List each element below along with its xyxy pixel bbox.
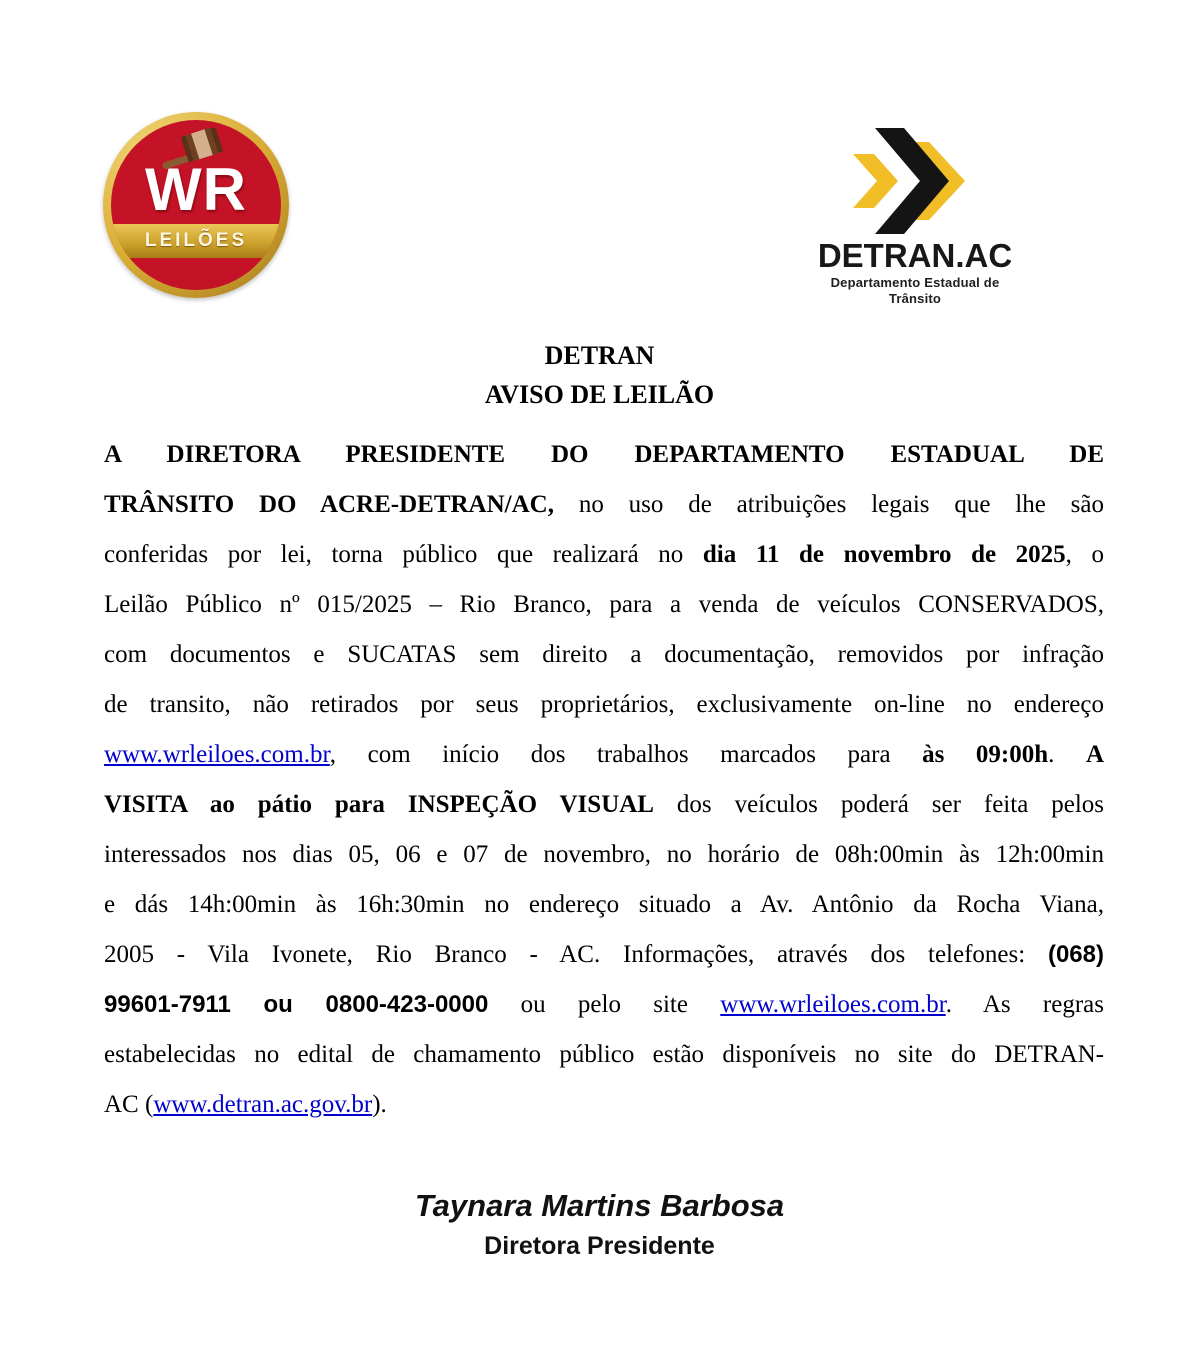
text-segment: A <box>1085 741 1104 768</box>
paragraph-line <box>104 480 1104 530</box>
text-segment: de transito, não retirados por seus proprietários, exclusivamente on-line no endereço <box>104 691 1104 718</box>
paragraph-line <box>104 530 1104 580</box>
text-segment: TRÂNSITO DO ACRE-DETRAN/AC, <box>104 491 554 518</box>
paragraph-line <box>104 880 1104 930</box>
hyperlink[interactable]: www.wrleiloes.com.br <box>720 991 946 1018</box>
text-segment: ou pelo site <box>488 991 721 1018</box>
paragraph-line <box>104 930 1104 980</box>
wr-logo-band-label: LEILÕES <box>144 230 248 251</box>
text-segment: VISITA ao pátio para INSPEÇÃO VISUAL <box>104 791 654 818</box>
text-segment: dia 11 de novembro de 2025 <box>702 541 1066 568</box>
text-segment: 2005 - Vila Ivonete, Rio Branco - AC. Informações, através dos telefones: <box>104 941 1048 968</box>
detran-logo-subtitle: Departamento Estadual de Trânsito <box>830 275 1000 306</box>
paragraph-line <box>104 680 1104 730</box>
text-segment: Leilão Público nº 015/2025 – Rio Branco, para a venda de veículos CONSERVADOS, <box>104 591 1104 618</box>
paragraph-line <box>104 830 1104 880</box>
text-segment: AC ( <box>104 1091 154 1118</box>
detran-ac-logo <box>804 126 1026 307</box>
text-segment: . <box>1048 741 1086 768</box>
text-segment: . As regras <box>945 991 1104 1018</box>
paragraph-line <box>104 430 1104 480</box>
detran-chevrons-icon <box>847 126 983 236</box>
wr-logo-letters: WR <box>145 156 247 223</box>
document-title-line1: DETRAN <box>544 341 655 370</box>
text-segment: , com início dos trabalhos marcados para <box>329 741 923 768</box>
hyperlink[interactable]: www.detran.ac.gov.br <box>153 1091 373 1118</box>
wr-logo-gold-band <box>111 224 281 258</box>
text-segment: ). <box>372 1091 387 1118</box>
text-segment: , o <box>1065 541 1105 568</box>
signature-role: Diretora Presidente <box>484 1232 715 1260</box>
paragraph-line <box>104 780 1104 830</box>
text-segment: no uso de atribuições legais que lhe são <box>553 491 1104 518</box>
paragraph-line <box>104 1030 1104 1080</box>
paragraph-line <box>104 580 1104 630</box>
text-segment: conferidas por lei, torna público que realizará no <box>104 541 703 568</box>
document-title <box>0 336 1199 414</box>
wr-logo-inner-circle <box>111 120 281 290</box>
notice-body <box>104 430 1104 1130</box>
text-segment: às 09:00h <box>922 741 1049 768</box>
paragraph-line <box>104 1080 1104 1130</box>
paragraph-line <box>104 980 1104 1030</box>
text-segment: e dás 14h:00min às 16h:30min no endereço situado a Av. Antônio da Rocha Viana, <box>104 891 1104 918</box>
text-segment: (068) <box>1047 941 1104 968</box>
document-title-line2: AVISO DE LEILÃO <box>484 380 715 409</box>
wr-leiloes-logo <box>103 112 289 298</box>
text-segment: interessados nos dias 05, 06 e 07 de novembro, no horário de 08h:00min às 12h:00min <box>104 841 1104 868</box>
paragraph-line <box>104 630 1104 680</box>
text-segment: com documentos e SUCATAS sem direito a documentação, removidos por infração <box>104 641 1104 668</box>
signature-name: Taynara Martins Barbosa <box>414 1188 785 1223</box>
text-segment: 99601-7911 ou 0800-423-0000 <box>104 991 489 1018</box>
paragraph-line <box>104 730 1104 780</box>
text-segment: estabelecidas no edital de chamamento público estão disponíveis no site do DETRAN- <box>104 1041 1104 1068</box>
text-segment: A DIRETORA PRESIDENTE DO DEPARTAMENTO ESTADUAL DE <box>104 441 1104 468</box>
hyperlink[interactable]: www.wrleiloes.com.br <box>104 741 330 768</box>
text-segment: dos veículos poderá ser feita pelos <box>653 791 1104 818</box>
detran-logo-title: DETRAN.AC <box>817 237 1013 274</box>
